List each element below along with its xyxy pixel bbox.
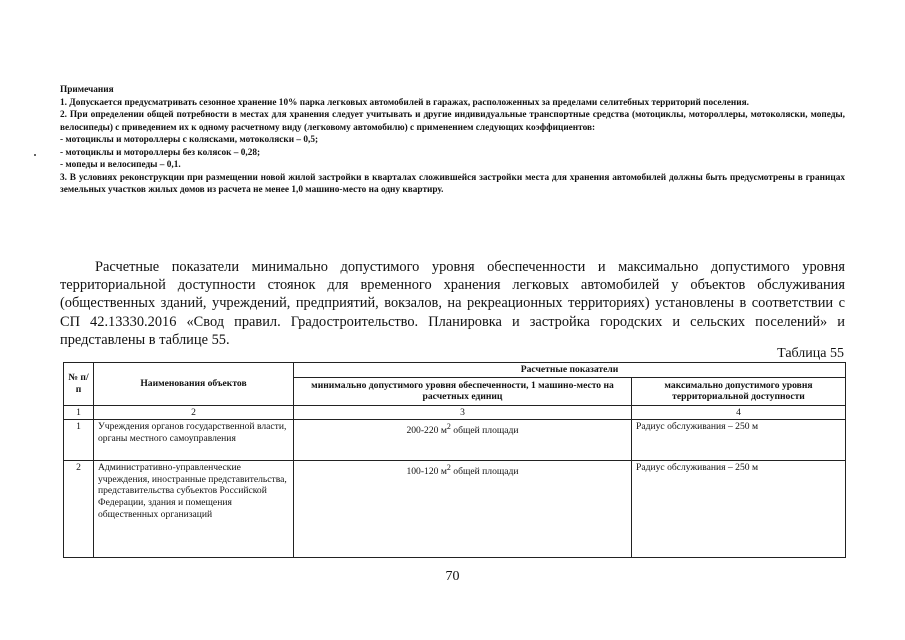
row-name: Учреждения органов государственной власти, органы местного самоуправления xyxy=(94,420,294,461)
value-unit: общей площади xyxy=(450,425,519,437)
column-number: 3 xyxy=(294,405,632,420)
column-number-row xyxy=(64,405,846,420)
note-item-1: 1. Допускается предусматривать сезонное хранение 10% парка легковых автомобилей в гаражах, расположенных за пределами селитебных территорий поселения. xyxy=(60,97,749,108)
value-number: 100-120 м xyxy=(406,466,447,478)
table-row xyxy=(64,420,846,461)
row-min-value xyxy=(294,461,632,558)
row-max-value: Радиус обслуживания – 250 м xyxy=(632,461,846,558)
note-item-2-coef-3: - мопеды и велосипеды – 0,1. xyxy=(60,160,181,170)
value-unit: общей площади xyxy=(450,466,519,478)
value-number: 200-220 м xyxy=(406,425,447,437)
value-superscript: 2 xyxy=(446,463,451,473)
column-number: 1 xyxy=(64,405,94,420)
notes-title: Примечания xyxy=(60,85,114,95)
note-item-2-coef-2: - мотоциклы и мотороллеры без колясок – 0,28; xyxy=(60,147,261,158)
parking-standards-table xyxy=(63,362,846,558)
page-number: 70 xyxy=(445,569,460,584)
note-item-3: 3. В условиях реконструкции при размещении новой жилой застройки в кварталах сложившейся застройки места для хранения автомобилей должны быть предусмотрены в границах земельных участков жилых домов из расчета не менее 1,0 машино-место на одну квартиру. xyxy=(60,172,845,195)
row-max-value: Радиус обслуживания – 250 м xyxy=(632,420,846,461)
notes-block xyxy=(60,84,845,197)
header-name: Наименования объектов xyxy=(94,363,294,406)
row-name: Административно-управленческие учреждения, иностранные представительства, представительства субъектов Российской Федерации, здания и помещения общественных организаций xyxy=(94,461,294,558)
header-num: № п/п xyxy=(64,363,94,406)
table-caption: Таблица 55 xyxy=(777,346,844,361)
table-row xyxy=(64,461,846,558)
note-item-2-coef-1: - мотоциклы и мотороллеры с колясками, мотоколяски – 0,5; xyxy=(60,135,319,145)
row-num: 1 xyxy=(64,420,94,461)
scan-speck xyxy=(34,154,36,156)
header-min: минимально допустимого уровня обеспеченности, 1 машино-место на расчетных единиц xyxy=(294,377,632,405)
row-min-value xyxy=(294,420,632,461)
column-number: 2 xyxy=(94,405,294,420)
table-header-row xyxy=(64,363,846,378)
note-item-2: 2. При определении общей потребности в местах для хранения следует учитывать и другие индивидуальные транспортные средства (мотоциклы, мотороллеры, мотоколяски, мопеды, велосипеды) с приведением их к одному расчетному виду (легковому автомобилю) с применением следующих коэффициентов: xyxy=(60,110,845,133)
column-number: 4 xyxy=(632,405,846,420)
header-max: максимально допустимого уровня территориальной доступности xyxy=(632,377,846,405)
header-group: Расчетные показатели xyxy=(294,363,846,378)
row-num: 2 xyxy=(64,461,94,558)
value-superscript: 2 xyxy=(446,422,451,432)
body-paragraph: Расчетные показатели минимально допустимого уровня обеспеченности и максимально допустимого уровня территориальной доступности стоянок для временного хранения легковых автомобилей у объектов обслуживания (общественных зданий, учреждений, предприятий, вокзалов, на рекреационных территориях) установлены в соответствии с СП 42.13330.2016 «Свод правил. Градостроительство. Планировка и застройка городских и сельских поселений» и представлены в таблице 55. xyxy=(60,259,845,348)
